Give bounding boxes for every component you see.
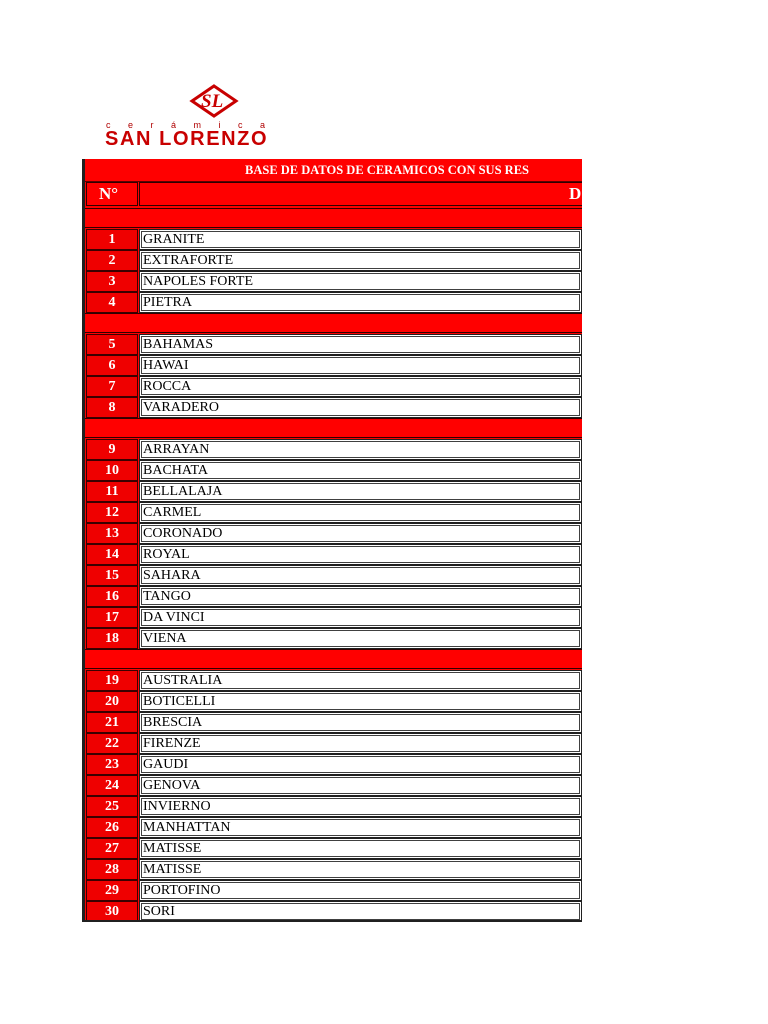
table-row — [85, 502, 582, 523]
table-row — [85, 691, 582, 712]
ceramic-name-cell[interactable]: EXTRAFORTE — [139, 250, 582, 271]
table-row — [85, 817, 582, 838]
ceramic-name-cell[interactable]: PIETRA — [139, 292, 582, 313]
company-logo — [104, 84, 336, 148]
sl-emblem-icon — [184, 84, 244, 118]
table-row — [85, 250, 582, 271]
ceramic-name-cell[interactable]: BELLALAJA — [139, 481, 582, 502]
row-number: 25 — [86, 796, 138, 817]
row-number: 21 — [86, 712, 138, 733]
row-number: 22 — [86, 733, 138, 754]
table-row — [85, 355, 582, 376]
row-number: 1 — [86, 229, 138, 250]
row-number: 24 — [86, 775, 138, 796]
row-number: 12 — [86, 502, 138, 523]
group-separator — [85, 418, 582, 438]
table-row — [85, 712, 582, 733]
table-row — [85, 733, 582, 754]
ceramic-name-cell[interactable]: HAWAI — [139, 355, 582, 376]
table-row — [85, 628, 582, 649]
table-row — [85, 229, 582, 250]
logo-subtitle: cerámica — [106, 120, 283, 130]
table-row — [85, 439, 582, 460]
ceramic-name-cell[interactable]: ROCCA — [139, 376, 582, 397]
row-number: 13 — [86, 523, 138, 544]
ceramic-name-cell[interactable]: INVIERNO — [139, 796, 582, 817]
ceramic-name-cell[interactable]: DA VINCI — [139, 607, 582, 628]
ceramic-name-cell[interactable]: NAPOLES FORTE — [139, 271, 582, 292]
table-row — [85, 376, 582, 397]
table-row — [85, 859, 582, 880]
ceramic-name-cell[interactable]: VIENA — [139, 628, 582, 649]
ceramic-name-cell[interactable]: GENOVA — [139, 775, 582, 796]
row-number: 14 — [86, 544, 138, 565]
ceramic-name-cell[interactable]: BRESCIA — [139, 712, 582, 733]
ceramic-name-cell[interactable]: BAHAMAS — [139, 334, 582, 355]
row-number: 18 — [86, 628, 138, 649]
table-row — [85, 481, 582, 502]
row-number: 15 — [86, 565, 138, 586]
row-number: 20 — [86, 691, 138, 712]
table-row — [85, 544, 582, 565]
row-number: 10 — [86, 460, 138, 481]
row-number: 3 — [86, 271, 138, 292]
row-number: 2 — [86, 250, 138, 271]
table-row — [85, 586, 582, 607]
row-number: 29 — [86, 880, 138, 901]
table-title: BASE DE DATOS DE CERAMICOS CON SUS RES — [245, 163, 529, 177]
ceramic-name-cell[interactable]: BOTICELLI — [139, 691, 582, 712]
ceramic-name-cell[interactable]: CARMEL — [139, 502, 582, 523]
ceramic-name-cell[interactable]: BACHATA — [139, 460, 582, 481]
ceramic-name-cell[interactable]: TANGO — [139, 586, 582, 607]
ceramic-name-cell[interactable]: PORTOFINO — [139, 880, 582, 901]
row-number: 28 — [86, 859, 138, 880]
row-number: 17 — [86, 607, 138, 628]
row-number: 11 — [86, 481, 138, 502]
group-separator — [85, 313, 582, 333]
ceramic-name-cell[interactable]: GRANITE — [139, 229, 582, 250]
row-number: 26 — [86, 817, 138, 838]
row-number: 4 — [86, 292, 138, 313]
table-row — [85, 796, 582, 817]
table-row — [85, 607, 582, 628]
row-number: 19 — [86, 670, 138, 691]
table-row — [85, 292, 582, 313]
group-separator — [85, 208, 582, 228]
column-header-description-label: D — [569, 184, 582, 203]
table-row — [85, 901, 582, 922]
table-row — [85, 670, 582, 691]
row-number: 7 — [86, 376, 138, 397]
ceramic-name-cell[interactable]: SAHARA — [139, 565, 582, 586]
table-row — [85, 460, 582, 481]
ceramic-name-cell[interactable]: ARRAYAN — [139, 439, 582, 460]
column-header-number — [86, 182, 138, 206]
table-row — [85, 271, 582, 292]
ceramic-name-cell[interactable]: GAUDI — [139, 754, 582, 775]
ceramic-name-cell[interactable]: MATISSE — [139, 838, 582, 859]
table-row — [85, 838, 582, 859]
table-row — [85, 775, 582, 796]
ceramic-name-cell[interactable]: SORI — [139, 901, 582, 922]
row-number: 16 — [86, 586, 138, 607]
row-number: 9 — [86, 439, 138, 460]
ceramic-name-cell[interactable]: ROYAL — [139, 544, 582, 565]
ceramic-name-cell[interactable]: MATISSE — [139, 859, 582, 880]
table-row — [85, 565, 582, 586]
ceramic-name-cell[interactable]: MANHATTAN — [139, 817, 582, 838]
ceramic-name-cell[interactable]: VARADERO — [139, 397, 582, 418]
table-row — [85, 523, 582, 544]
ceramic-name-cell[interactable]: FIRENZE — [139, 733, 582, 754]
table-row — [85, 334, 582, 355]
column-header-description — [139, 182, 582, 206]
row-number: 27 — [86, 838, 138, 859]
ceramic-name-cell[interactable]: CORONADO — [139, 523, 582, 544]
row-number: 6 — [86, 355, 138, 376]
row-number: 8 — [86, 397, 138, 418]
svg-text:SL: SL — [201, 91, 224, 112]
table-row — [85, 397, 582, 418]
group-separator — [85, 649, 582, 669]
ceramic-name-cell[interactable]: AUSTRALIA — [139, 670, 582, 691]
table-row — [85, 880, 582, 901]
row-number: 5 — [86, 334, 138, 355]
table-row — [85, 754, 582, 775]
row-number: 30 — [86, 901, 138, 922]
column-header-number-label: N° — [99, 184, 119, 203]
ceramics-table — [82, 159, 582, 922]
logo-wordmark: SAN LORENZO — [105, 128, 269, 150]
row-number: 23 — [86, 754, 138, 775]
